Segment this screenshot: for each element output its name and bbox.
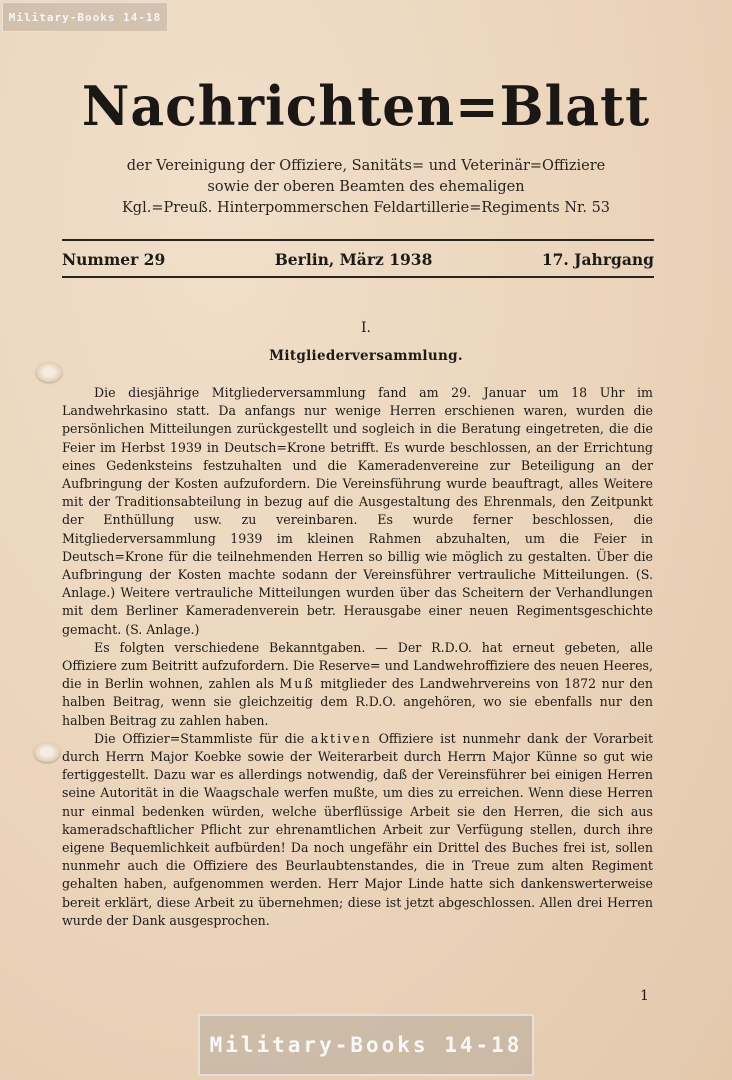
paragraph-2 — [62, 639, 653, 730]
watermark-bottom: Military-Books 14-18 — [198, 1014, 534, 1076]
punch-hole-bottom — [34, 742, 60, 762]
issue-place-date: Berlin, März 1938 — [274, 249, 433, 269]
subtitle-line-2: sowie der oberen Beamten des ehemaligen — [207, 179, 525, 195]
paragraph-3-start: Die Offizier=Stammliste für die — [94, 730, 311, 746]
paragraph-3-end: Offiziere ist nunmehr dank der Vorarbeit durch Herrn Major Koebke sowie der Weiterarbeit durch Herrn Major Künne so gut wie fertiggestellt. Dazu war es allerdings notwendig, daß der Vereinsführer bei einigen Herren seine Autorität in die Waagschale werfen mußte, um dies zu erreichen. Wenn diese Herren nur einmal bedenken würden, welche überflüssige Arbeit sie den Herren, die sich aus kameradschaftlicher Pflicht zur ehrenamtlichen Arbeit zur Verfügung stellen, durch ihre eigene Bequemlichkeit aufbürden! Da noch ungefähr ein Drittel des Buches frei ist, sollen nunmehr auch die Offiziere des Beurlaubtenstandes, die in Treue zum alten Regiment gehalten haben, aufgenommen werden. Herr Major Linde hatte sich dankenswerterweise bereit erklärt, diese Arbeit zu übernehmen; diese ist jetzt abgeschlossen. Allen drei Herren wurde der Dank ausgesprochen. — [62, 730, 654, 928]
punch-hole-top — [36, 362, 62, 382]
masthead-title: Nachrichten=Blatt — [81, 74, 651, 139]
page-number: 1 — [640, 988, 649, 1004]
issue-info-bar — [62, 247, 654, 271]
article-body — [62, 384, 653, 930]
issue-number: Nummer 29 — [62, 249, 166, 269]
section-title: Mitgliederversammlung. — [269, 348, 463, 364]
paragraph-3 — [62, 730, 653, 930]
paragraph-2-start: Es folgten verschiedene Bekanntgaben. — Der R.D.O. hat erneut gebeten, alle Offiziere zum Beitritt aufzufordern. Die Reserve= und Landwehroffiziere des neuen Heeres, die in Berlin wohnen, zahlen als — [62, 639, 653, 692]
header-rule-top — [62, 239, 654, 241]
subtitle-line-3: Kgl.=Preuß. Hinterpommerschen Feldartillerie=Regiments Nr. 53 — [121, 200, 611, 216]
paragraph-1: Die diesjährige Mitgliederversammlung fand am 29. Januar um 18 Uhr im Landwehrkasino statt. Da anfangs nur wenige Herren erschienen waren, wurden die persönlichen Mitteilungen zurückgestellt und sogleich in die Beratung eingetreten, die die Feier im Herbst 1939 in Deutsch=Krone betrifft. Es wurde beschlossen, an der Errichtung eines Gedenksteins festzuhalten und die Kameradenvereine zur Beteiligung an der Aufbringung der Kosten aufzufordern. Die Vereinsführung wurde beauftragt, alles Weitere mit der Traditionsabteilung in bezug auf die Ausgestaltung des Ehrenmals, den Zeitpunkt der Enthüllung usw. zu vereinbaren. Es wurde ferner beschlossen, die Mitgliederversammlung 1939 im kleinen Rahmen abzuhalten, um die Feier in Deutsch=Krone für die teilnehmenden Herren so billig wie möglich zu gestalten. Über die Aufbringung der Kosten machte sodann der Vereinsführer vertrauliche Mitteilungen. (S. Anlage.) Weitere vertrauliche Mitteilungen wurden über das Scheitern der Verhandlungen mit dem Berliner Kameradenverein betr. Herausgabe einer neuen Regimentsgeschichte gemacht. (S. Anlage.) — [62, 385, 653, 637]
subtitle-line-1: der Vereinigung der Offiziere, Sanitäts= und Veterinär=Offiziere — [126, 158, 606, 174]
watermark-top: Military-Books 14-18 — [2, 2, 168, 32]
paragraph-2-emphasis: Muß — [279, 676, 315, 692]
section-number: I. — [361, 320, 371, 336]
issue-volume: 17. Jahrgang — [541, 249, 654, 269]
header-rule-bottom — [62, 276, 654, 278]
paragraph-2-end: mitglieder des Landwehrvereins von 1872 nur den halben Beitrag, wenn sie gleichzeitig dem R.D.O. angehören, wo sie ebenfalls nur den halben Beitrag zu zahlen haben. — [62, 676, 653, 728]
masthead-subtitle — [0, 156, 732, 219]
paragraph-3-emphasis: aktiven — [310, 730, 372, 746]
